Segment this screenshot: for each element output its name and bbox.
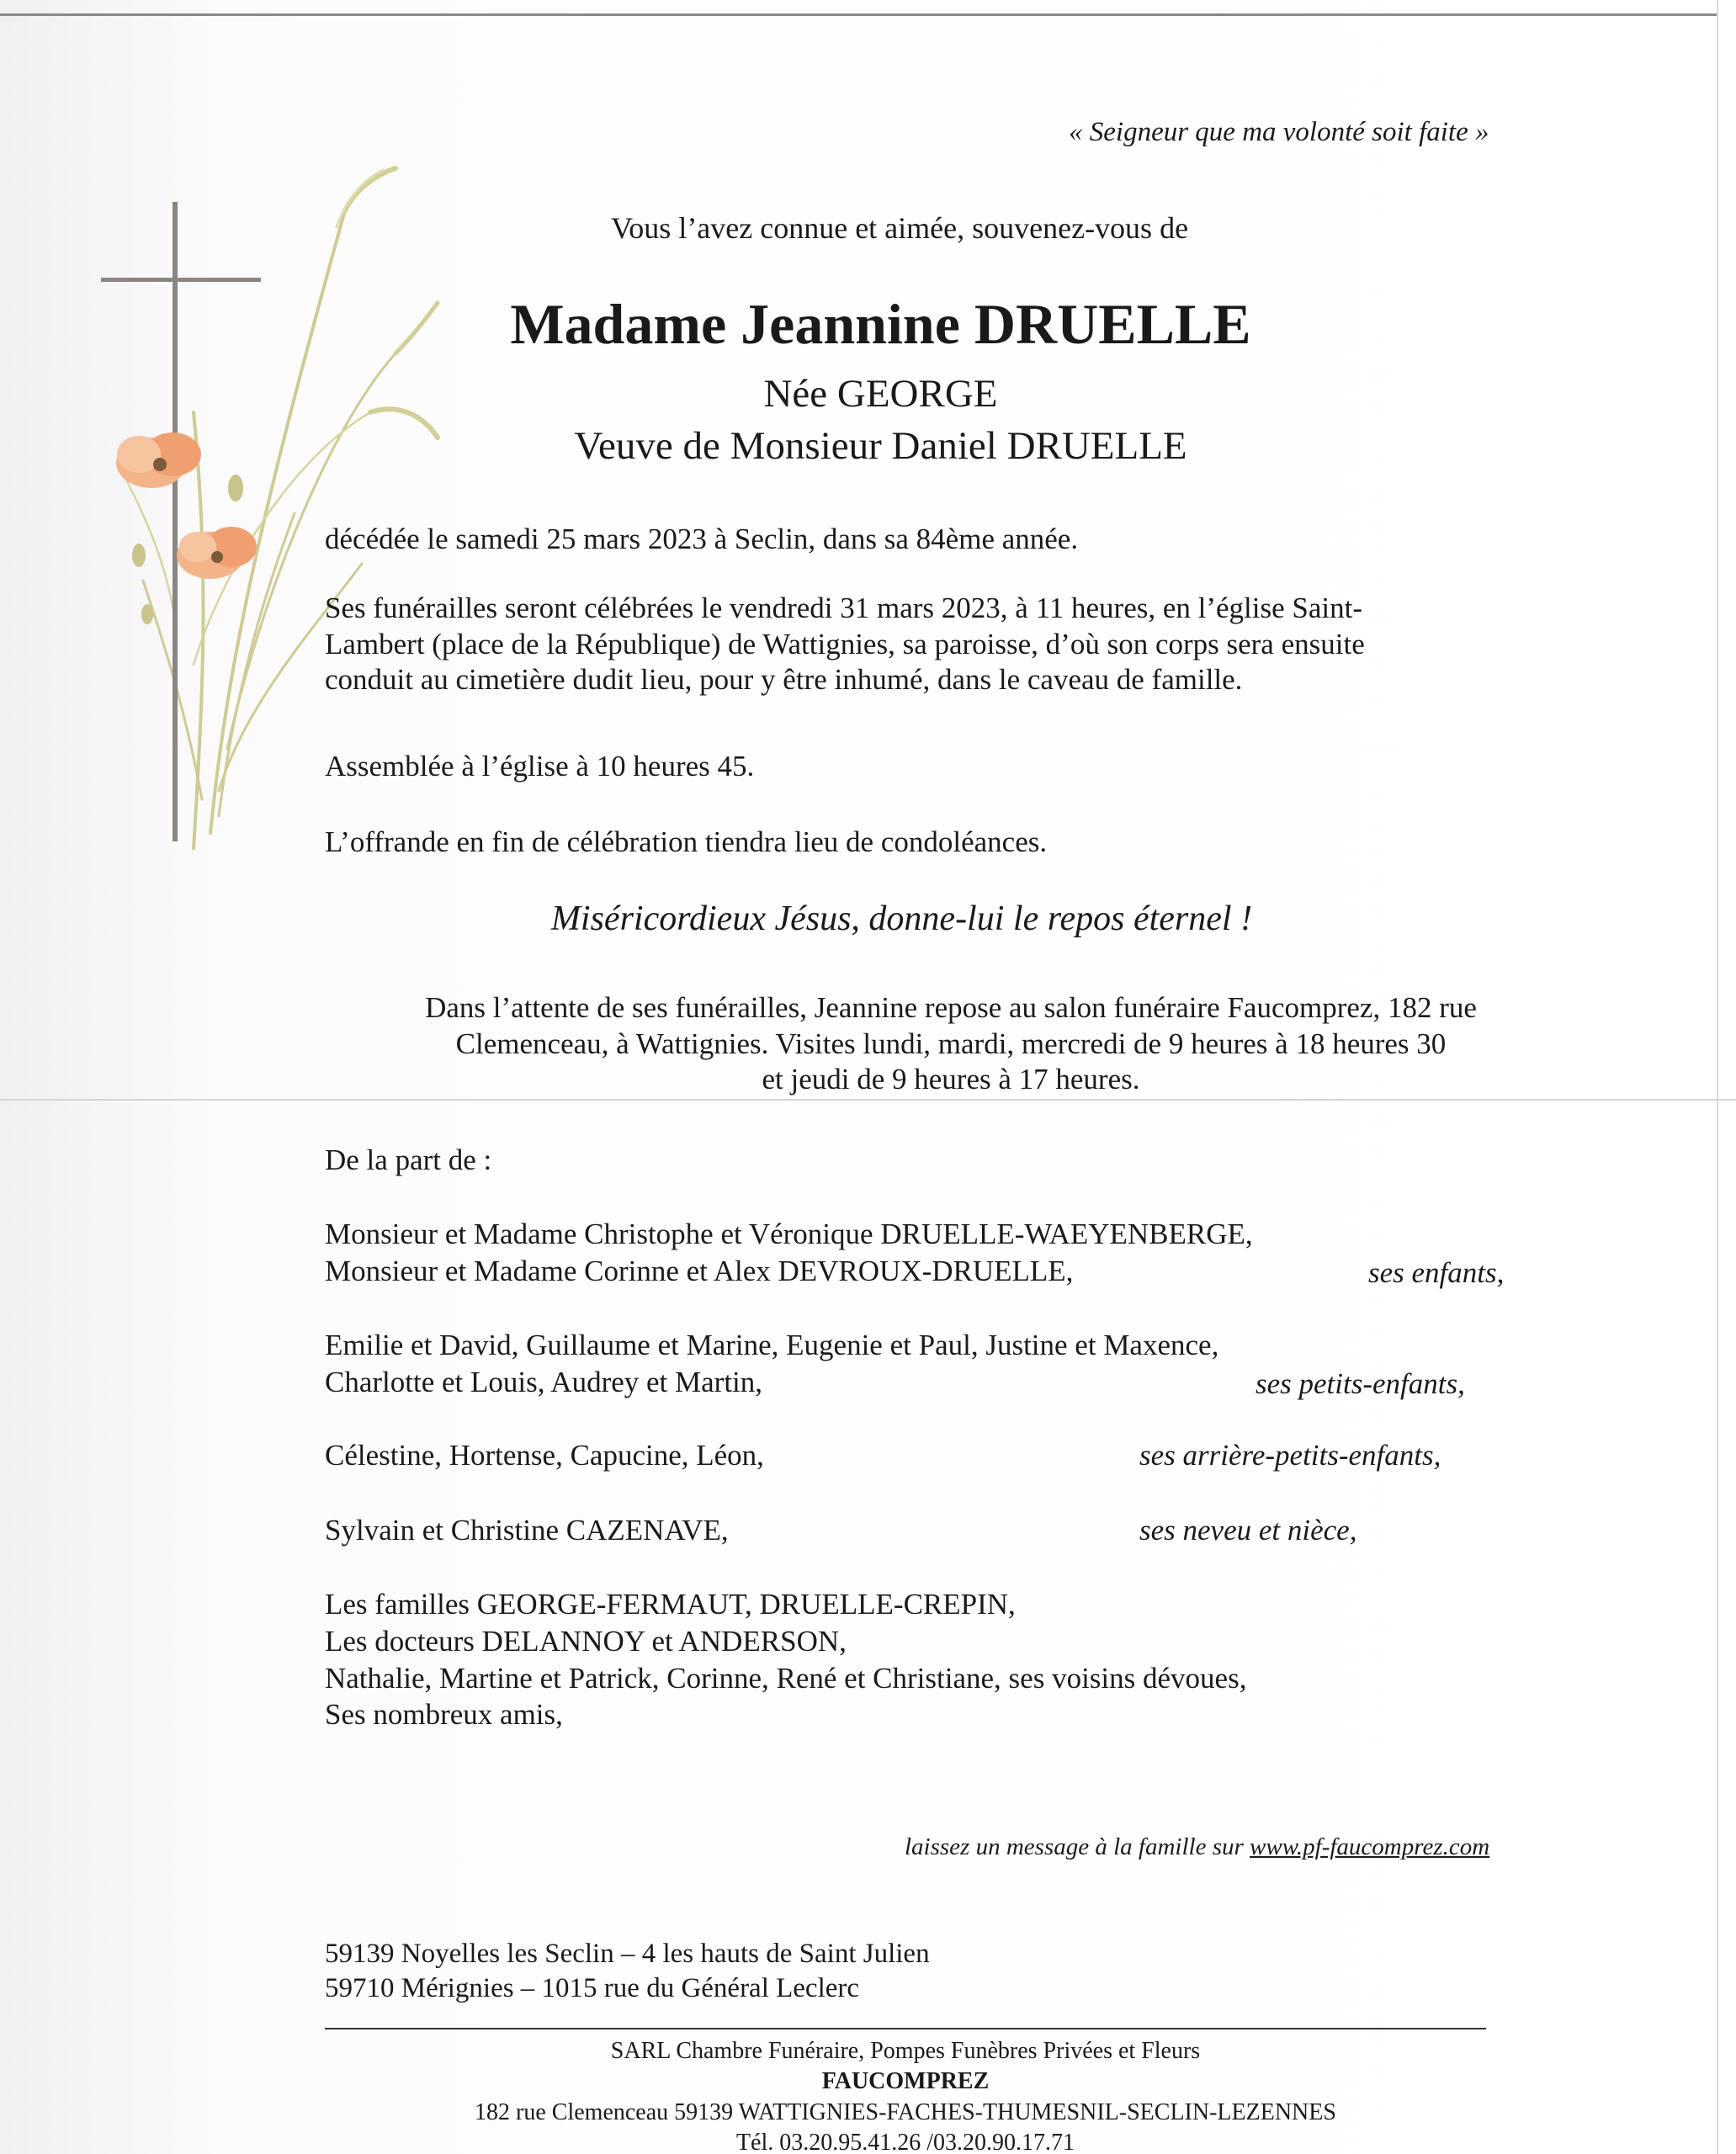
intro-line: Vous l’avez connue et aimée, souvenez-vous de: [610, 211, 1189, 245]
vigil-line: et jeudi de 9 heures à 17 heures.: [762, 1063, 1140, 1096]
branch-addresses: [325, 1937, 930, 2007]
assembly-notice: Assemblée à l’église à 10 heures 45.: [325, 750, 755, 783]
family-line: Sylvain et Christine CAZENAVE,: [325, 1514, 729, 1547]
family-children: [325, 1216, 1528, 1290]
family-grandchildren: [325, 1327, 1528, 1401]
website-link[interactable]: www.pf-faucomprez.com: [1250, 1833, 1490, 1860]
relation-label: ses arrière-petits-enfants,: [1139, 1439, 1441, 1472]
funeral-line: conduit au cimetière dudit lieu, pour y être inhumé, dans le caveau de famille.: [325, 663, 1243, 697]
family-line: Monsieur et Madame Christophe et Véronique DRUELLE-WAEYENBERGE,: [325, 1218, 1253, 1250]
footer-company-name: FAUCOMPREZ: [821, 2068, 990, 2095]
address-line: 59710 Mérignies – 1015 rue du Général Leclerc: [325, 1973, 860, 2004]
website-message: [905, 1833, 1489, 1861]
death-notice: décédée le samedi 25 mars 2023 à Seclin, dans sa 84ème année.: [325, 523, 1079, 555]
footer-company-prefix: SARL Chambre Funéraire, Pompes Funèbres Privées et Fleurs: [610, 2038, 1201, 2064]
family-nephew-niece: [325, 1512, 1528, 1549]
family-line: Monsieur et Madame Corinne et Alex DEVROUX-DRUELLE,: [325, 1254, 1074, 1287]
family-line: Emilie et David, Guillaume et Marine, Eugenie et Paul, Justine et Maxence,: [325, 1329, 1219, 1361]
funeral-home-footer: [325, 2036, 1486, 2154]
scan-edge-top: [0, 13, 1717, 16]
footer-phone: Tél. 03.20.95.41.26 /03.20.90.17.71: [735, 2130, 1075, 2154]
offering-notice: L’offrande en fin de célébration tiendra lieu de condoléances.: [325, 825, 1048, 858]
family-line: Les docteurs DELANNOY et ANDERSON,: [325, 1624, 847, 1658]
cross-poppy-illustration: [93, 160, 446, 850]
vigil-line: Clemenceau, à Wattignies. Visites lundi, mardi, mercredi de 9 heures à 18 heures 30: [455, 1027, 1447, 1060]
fold-line: [0, 1099, 1736, 1101]
footer-divider: [325, 2028, 1486, 2029]
vigil-line: Dans l’attente de ses funérailles, Jeannine repose au salon funéraire Faucomprez, 182 rue: [425, 991, 1477, 1024]
family-line: Célestine, Hortense, Capucine, Léon,: [325, 1439, 764, 1472]
website-prefix: laissez un message à la famille sur: [905, 1833, 1250, 1860]
funeral-line: Ses funérailles seront célébrées le vendredi 31 mars 2023, à 11 heures, en l’église Saint-: [325, 592, 1363, 624]
maiden-name: Née GEORGE: [763, 372, 998, 416]
family-line: Les familles GEORGE-FERMAUT, DRUELLE-CREPIN,: [325, 1588, 1016, 1621]
from-label: De la part de :: [325, 1143, 492, 1176]
family-line: Nathalie, Martine et Patrick, Corinne, René et Christiane, ses voisins dévoues,: [325, 1661, 1247, 1695]
funeral-paragraph: [325, 591, 1365, 698]
family-line: Charlotte et Louis, Audrey et Martin,: [325, 1365, 763, 1398]
footer-address: 182 rue Clemenceau 59139 WATTIGNIES-FACHES-THUMESNIL-SECLIN-LEZENNES: [475, 2098, 1336, 2125]
widow-of: Veuve de Monsieur Daniel DRUELLE: [574, 424, 1187, 468]
relation-label: ses neveu et nièce,: [1139, 1514, 1357, 1547]
funeral-line: Lambert (place de la République) de Wattignies, sa paroisse, d’où son corps sera ensuite: [325, 627, 1365, 661]
relation-label: ses enfants,: [1368, 1256, 1505, 1289]
vigil-paragraph: [320, 990, 1582, 1098]
deceased-name: Madame Jeannine DRUELLE: [510, 292, 1251, 356]
prayer: Miséricordieux Jésus, donne-lui le repos éternel !: [550, 899, 1253, 938]
family-line: Ses nombreux amis,: [325, 1698, 563, 1732]
family-great-grandchildren: [325, 1437, 1528, 1474]
family-others: [325, 1586, 1528, 1733]
relation-label: ses petits-enfants,: [1256, 1367, 1465, 1400]
footer-company: [325, 2036, 1486, 2098]
address-line: 59139 Noyelles les Seclin – 4 les hauts de Saint Julien: [325, 1939, 930, 1969]
epigraph: « Seigneur que ma volonté soit faite »: [1069, 117, 1489, 147]
